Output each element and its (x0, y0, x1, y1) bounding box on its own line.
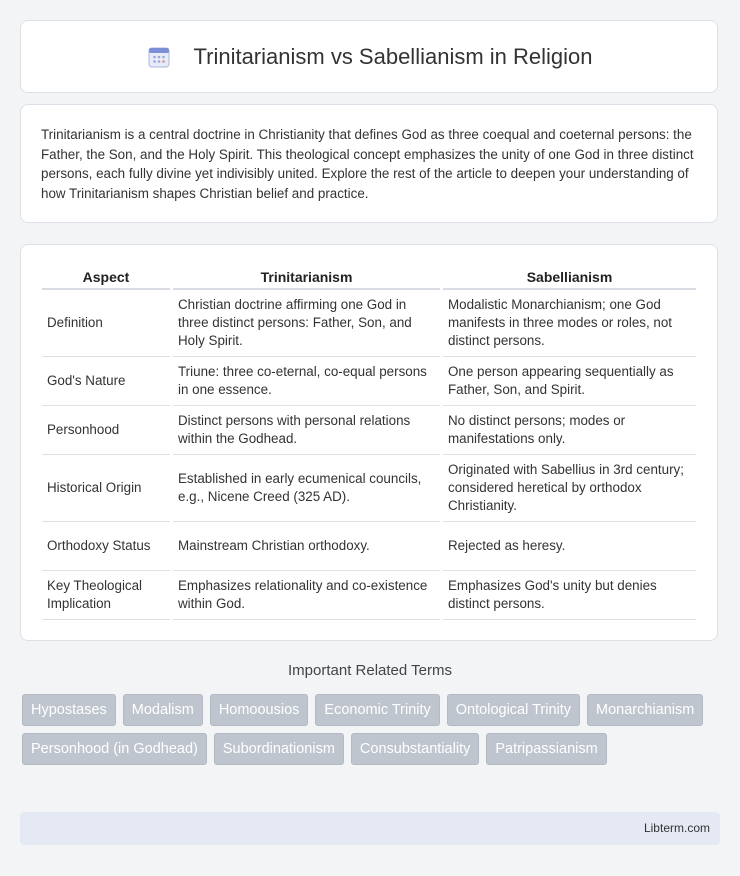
row-trinitarianism: Christian doctrine affirming one God in three distinct persons: Father, Son, and Holy Spirit. (173, 290, 440, 357)
table-row (42, 406, 696, 455)
tag-economic-trinity[interactable]: Economic Trinity (315, 694, 439, 726)
row-trinitarianism: Mainstream Christian orthodoxy. (173, 522, 440, 571)
table-row (42, 571, 696, 620)
row-aspect: Orthodoxy Status (42, 522, 170, 571)
title-card (20, 20, 718, 93)
tag-hypostases[interactable]: Hypostases (22, 694, 116, 726)
row-sabellianism: One person appearing sequentially as Father, Son, and Spirit. (443, 357, 696, 406)
header-sabellianism: Sabellianism (443, 265, 696, 290)
row-sabellianism: No distinct persons; modes or manifestations only. (443, 406, 696, 455)
footer-site-link[interactable]: Libterm.com (643, 821, 710, 835)
row-sabellianism: Modalistic Monarchianism; one God manifests in three modes or roles, not distinct persons. (443, 290, 696, 357)
row-trinitarianism: Emphasizes relationality and co-existence within God. (173, 571, 440, 620)
row-trinitarianism: Triune: three co-eternal, co-equal persons in one essence. (173, 357, 440, 406)
row-sabellianism: Originated with Sabellius in 3rd century; considered heretical by orthodox Christianity. (443, 455, 696, 522)
row-aspect: Personhood (42, 406, 170, 455)
footer (20, 812, 720, 845)
row-aspect: God's Nature (42, 357, 170, 406)
related-terms-title: Important Related Terms (288, 662, 452, 679)
header-aspect: Aspect (42, 265, 170, 290)
tag-consubstantiality[interactable]: Consubstantiality (351, 733, 479, 765)
row-sabellianism: Emphasizes God's unity but denies distinct persons. (443, 571, 696, 620)
tag-patripassianism[interactable]: Patripassianism (486, 733, 606, 765)
comparison-card (20, 244, 718, 641)
row-aspect: Definition (42, 290, 170, 357)
row-sabellianism: Rejected as heresy. (443, 522, 696, 571)
row-aspect: Key Theological Implication (42, 571, 170, 620)
header-trinitarianism: Trinitarianism (173, 265, 440, 290)
table-header-row (42, 265, 696, 290)
table-row (42, 357, 696, 406)
calendar-icon (146, 44, 172, 70)
tag-modalism[interactable]: Modalism (123, 694, 203, 726)
table-row (42, 522, 696, 571)
row-trinitarianism: Distinct persons with personal relations within the Godhead. (173, 406, 440, 455)
tag-homoousios[interactable]: Homoousios (210, 694, 309, 726)
table-row (42, 455, 696, 522)
intro-card (20, 104, 718, 223)
row-trinitarianism: Established in early ecumenical councils, e.g., Nicene Creed (325 AD). (173, 455, 440, 522)
related-terms-list (22, 694, 722, 765)
row-aspect: Historical Origin (42, 455, 170, 522)
comparison-table (39, 265, 699, 620)
tag-subordinationism[interactable]: Subordinationism (214, 733, 344, 765)
intro-paragraph: Trinitarianism is a central doctrine in Christianity that defines God as three coequal and coeternal persons: the Father, the Son, and the Holy Spirit. This theological concept emphasizes the unity of one God in three distinct persons, each fully divine yet indivisibly united. Explore the rest of the article to deepen your understanding of how Trinitarianism shapes Christian belief and practice. (41, 127, 694, 201)
tag-ontological-trinity[interactable]: Ontological Trinity (447, 694, 580, 726)
tag-monarchianism[interactable]: Monarchianism (587, 694, 703, 726)
tag-personhood-in-godhead[interactable]: Personhood (in Godhead) (22, 733, 207, 765)
page-title: Trinitarianism vs Sabellianism in Religion (193, 43, 593, 69)
table-row (42, 290, 696, 357)
